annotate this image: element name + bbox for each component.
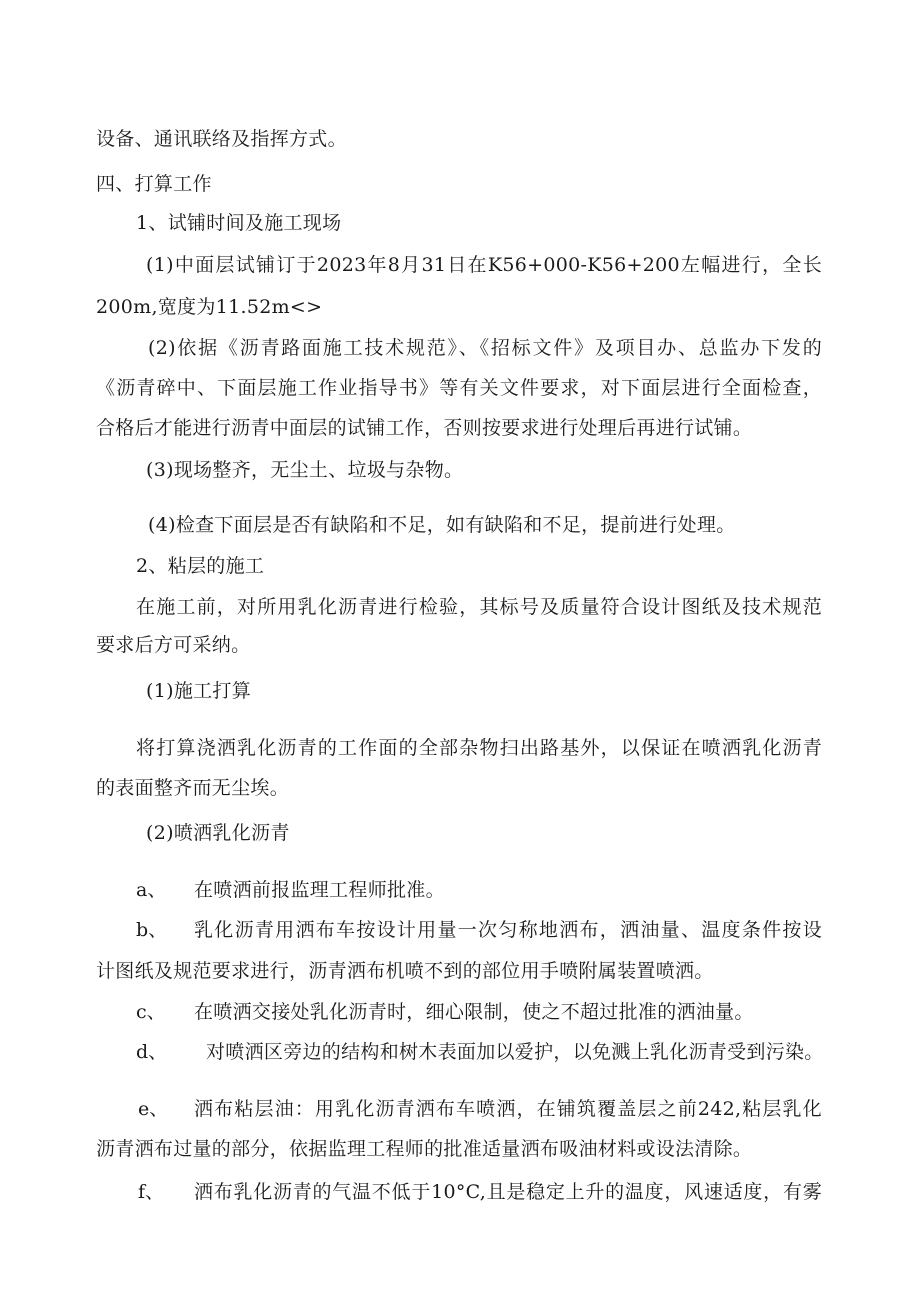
list-item-text: 沥青洒布过量的部分，依据监理工程师的批准适量洒布吸油材料或设法清除。	[96, 1138, 753, 1160]
list-item-text: 乳化沥青用洒布车按设计用量一次匀称地洒布，洒油量、温度条件按设	[194, 919, 822, 941]
list-marker: b、	[136, 919, 168, 941]
text-line: 要求后方可采纳。	[96, 634, 251, 656]
text-line: 合格后才能进行沥青中面层的试铺工作，否则按要求进行处理后再进行试铺。	[96, 417, 753, 439]
text-line: 将打算浇洒乳化沥青的工作面的全部杂物扫出路基外，以保证在喷洒乳化沥青	[136, 737, 822, 759]
list-item-text: 在喷洒交接处乳化沥青时，细心限制，使之不超过批准的洒油量。	[194, 1001, 754, 1023]
text-line: 《沥青碎中、下面层施工作业指导书》等有关文件要求，对下面层进行全面检查，	[96, 377, 822, 399]
text-line: (2)依据《沥青路面施工技术规范》、《招标文件》及项目办、总监办下发的	[148, 337, 822, 359]
list-item-text: 洒布粘层油：用乳化沥青洒布车喷洒，在铺筑覆盖层之前242,粘层乳化	[194, 1098, 822, 1120]
subsection-heading: (2)喷洒乳化沥青	[146, 822, 290, 844]
list-marker: a、	[136, 879, 167, 901]
text-line: 200m,宽度为11.52m<>	[96, 296, 323, 318]
text-line: 的表面整齐而无尘埃。	[96, 777, 290, 799]
text-line: (4)检查下面层是否有缺陷和不足，如有缺陷和不足，提前进行处理。	[148, 514, 736, 536]
list-marker: e、	[138, 1098, 169, 1120]
subsection-heading: (1)施工打算	[146, 680, 252, 702]
subsection-heading: 1、试铺时间及施工现场	[136, 212, 342, 234]
list-marker: c、	[136, 1001, 166, 1023]
list-item-text: 计图纸及规范要求进行，沥青洒布机喷不到的部位用手喷附属装置喷洒。	[96, 960, 714, 982]
text-line: 设备、通讯联络及指挥方式。	[96, 128, 347, 150]
list-item-text: 洒布乳化沥青的气温不低于10°C,且是稳定上升的温度，风速适度，有雾	[194, 1181, 822, 1203]
subsection-heading: 2、粘层的施工	[136, 555, 265, 577]
list-item-text: 对喷洒区旁边的结构和树木表面加以爱护，以免溅上乳化沥青受到污染。	[206, 1041, 824, 1063]
list-item-text: 在喷洒前报监理工程师批准。	[194, 879, 445, 901]
text-line: 在施工前，对所用乳化沥青进行检验，其标号及质量符合设计图纸及技术规范	[136, 596, 822, 618]
text-line: (1)中面层试铺订于2023年8月31日在K56+000-K56+200左幅进行，全长	[146, 254, 822, 276]
list-marker: f、	[138, 1181, 165, 1203]
text-line: (3)现场整齐，无尘土、垃圾与杂物。	[146, 459, 464, 481]
list-marker: d、	[136, 1041, 168, 1063]
section-heading: 四、打算工作	[96, 173, 212, 195]
